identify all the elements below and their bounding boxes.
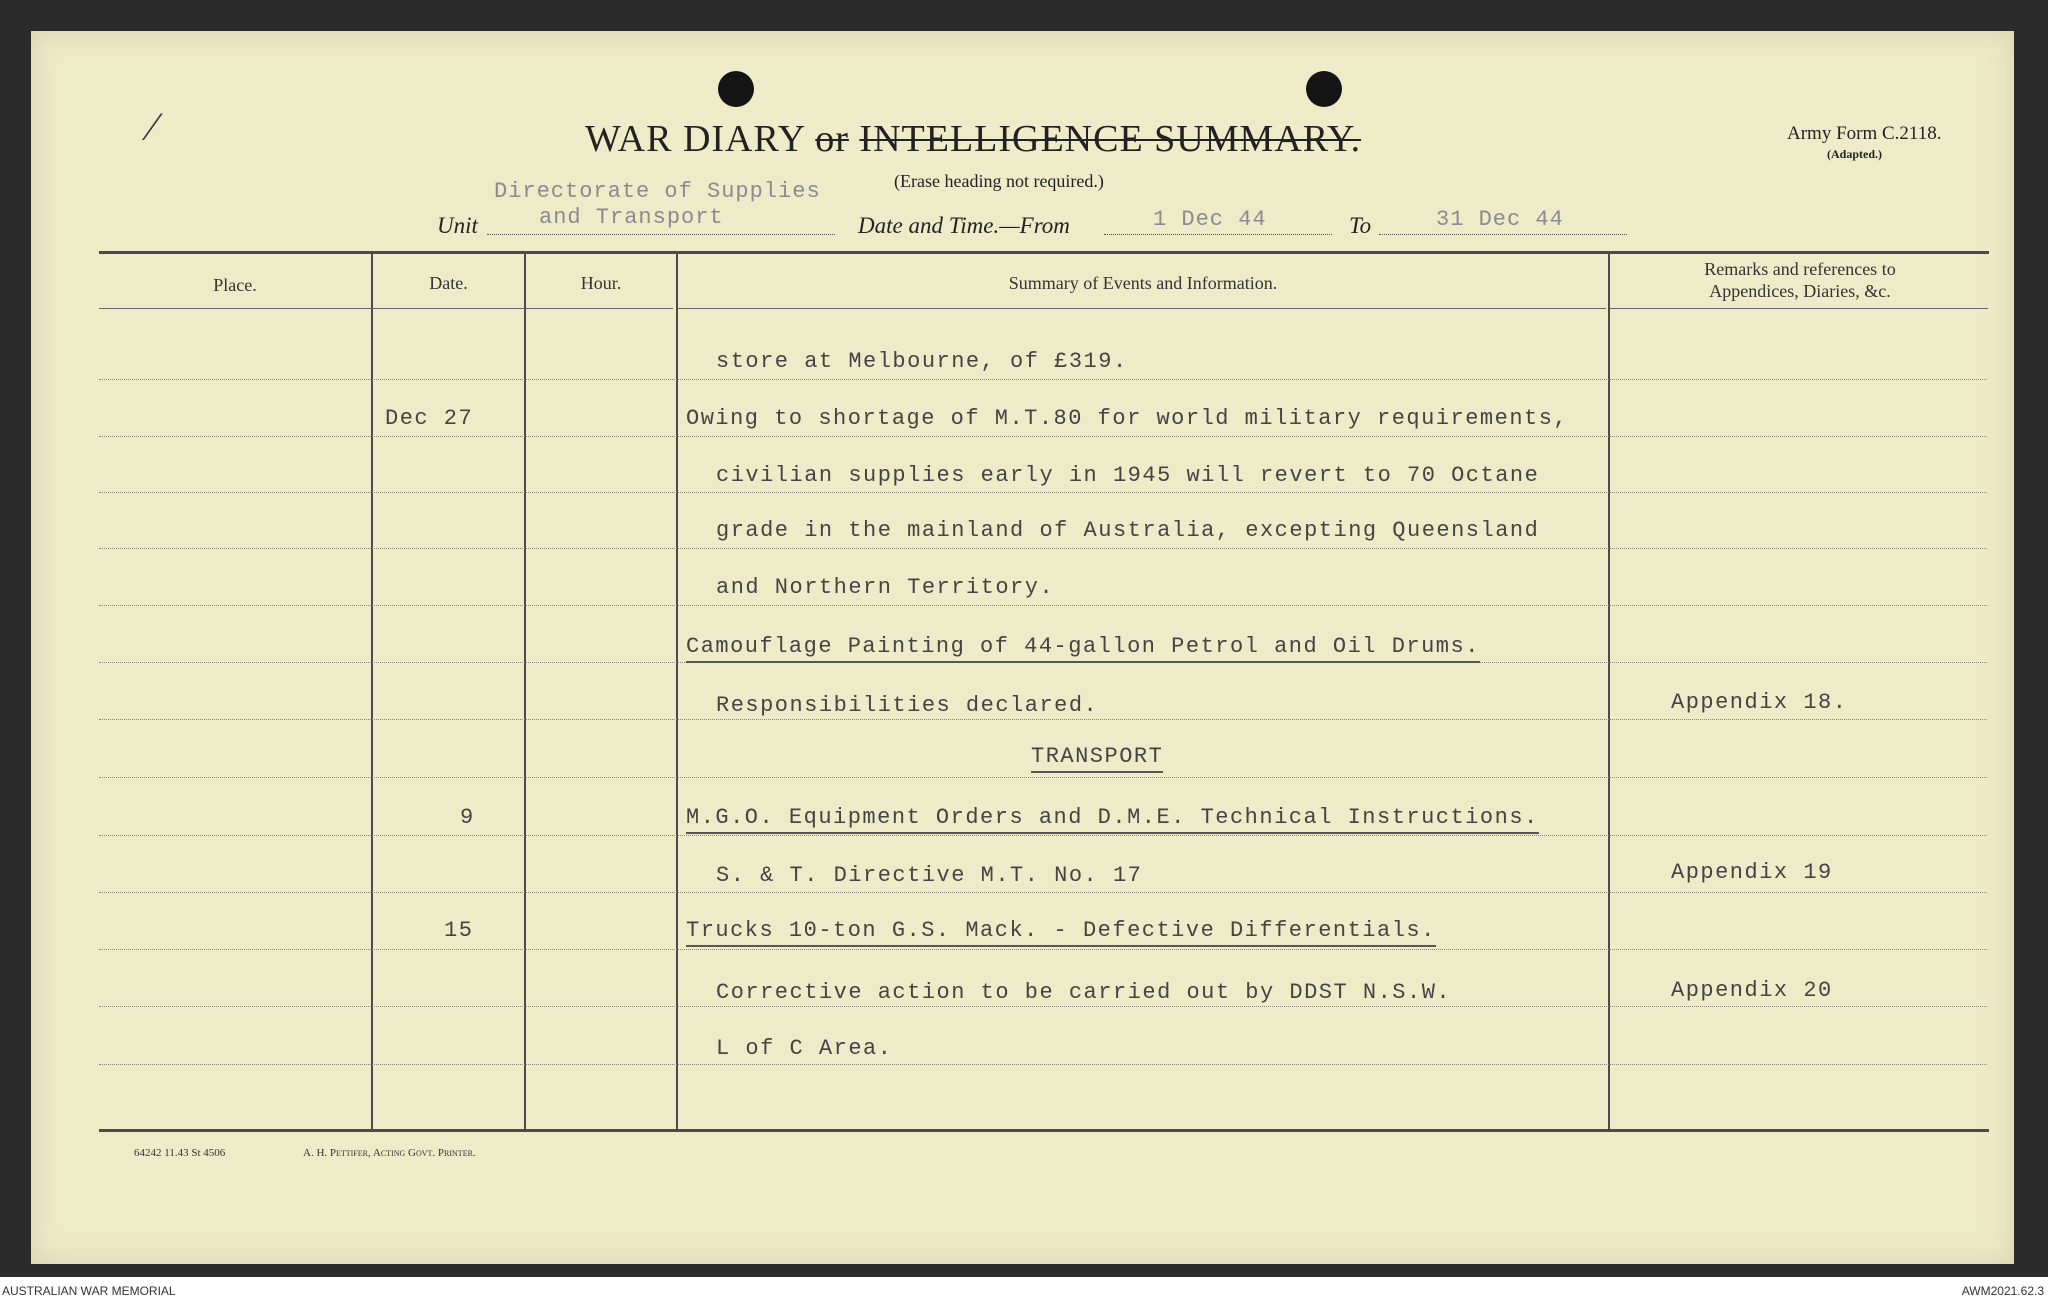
col-header-summary: Summary of Events and Information. [1008,273,1278,293]
header-rule-remarks [1610,308,1988,309]
col-divider-date [524,253,526,1129]
ruled-line [99,835,1987,836]
ruled-line [99,436,1987,437]
entry-heading-mgo: M.G.O. Equipment Orders and D.M.E. Technical Instructions. [686,805,1539,834]
ruled-line [99,548,1987,549]
margin-mark: ⁄ [149,104,156,149]
col-divider-place [371,253,373,1129]
remark-appendix-20: Appendix 20 [1671,978,1833,1003]
ruled-line [99,777,1987,778]
col-header-remarks-line1: Remarks and references to [1704,259,1896,279]
ruled-line [99,1006,1987,1007]
entry-text-3: civilian supplies early in 1945 will revert to 70 Octane [716,463,1540,488]
printer-codes: 64242 11.43 St 4506 [134,1147,226,1159]
entry-text-1: store at Melbourne, of £319. [716,349,1128,374]
entry-text-12: Corrective action to be carried out by DDST N.S.W. [716,980,1452,1005]
diary-sheet [31,31,2014,1264]
header-rule-left [99,308,673,309]
title-intelligence-summary: INTELLIGENCE SUMMARY. [859,118,1362,160]
table-top-rule [99,251,1989,254]
entry-text-10: S. & T. Directive M.T. No. 17 [716,863,1143,888]
entry-heading-camouflage: Camouflage Painting of 44-gallon Petrol and Oil Drums. [686,634,1480,663]
entry-heading-trucks: Trucks 10-ton G.S. Mack. - Defective Differentials. [686,918,1436,947]
header-rule-summary [678,308,1606,309]
date-to-value: 31 Dec 44 [1436,207,1564,232]
form-title [585,117,1361,161]
ruled-line [99,892,1987,893]
adapted-note: (Adapted.) [1827,147,1883,161]
ruled-line [99,949,1987,950]
ruled-line [99,1064,1987,1065]
unit-label: Unit [437,213,478,238]
entry-date-15: 15 [444,918,474,943]
col-header-date: Date. [429,273,468,293]
ruled-line [99,605,1987,606]
title-war-diary: WAR DIARY [585,118,805,160]
army-form-number: Army Form C.2118. [1787,123,1942,144]
footer-record-id: AWM2021.62.3 [1961,1284,2044,1298]
table-bottom-rule [99,1129,1989,1132]
entry-text-2: Owing to shortage of M.T.80 for world military requirements, [686,406,1569,431]
col-header-hour: Hour. [580,273,622,293]
erase-note: (Erase heading not required.) [894,171,1104,191]
date-to-underline [1379,234,1627,235]
ruled-line [99,379,1987,380]
entry-date-9: 9 [460,805,475,830]
printer-name: A. H. Pettifer, Acting Govt. Printer. [303,1147,476,1159]
ruled-line [99,719,1987,720]
title-or: or [815,118,849,160]
date-from-underline [1104,234,1332,235]
entry-text-5: and Northern Territory. [716,575,1055,600]
archive-footer [0,1277,2048,1307]
col-header-place: Place. [213,275,257,295]
entry-text-7: Responsibilities declared. [716,693,1099,718]
entry-date-dec-27: Dec 27 [385,406,474,431]
col-header-remarks-line2: Appendices, Diaries, &c. [1709,281,1891,301]
unit-underline [487,234,835,235]
unit-value-line2: and Transport [539,205,724,230]
entry-text-4: grade in the mainland of Australia, excepting Queensland [716,518,1540,543]
ruled-line [99,492,1987,493]
section-heading-transport: TRANSPORT [1031,744,1163,773]
remark-appendix-19: Appendix 19 [1671,860,1833,885]
col-divider-summary [1608,253,1610,1129]
punch-hole-right [1306,71,1342,107]
date-time-label: Date and Time.—From [858,213,1070,238]
date-to-label: To [1349,213,1372,238]
entry-text-13: L of C Area. [716,1036,893,1061]
date-from-value: 1 Dec 44 [1153,207,1267,232]
footer-institution: AUSTRALIAN WAR MEMORIAL [2,1284,176,1298]
col-divider-hour [676,253,678,1129]
remark-appendix-18: Appendix 18. [1671,690,1848,715]
unit-value-line1: Directorate of Supplies [494,179,821,204]
punch-hole-left [718,71,754,107]
